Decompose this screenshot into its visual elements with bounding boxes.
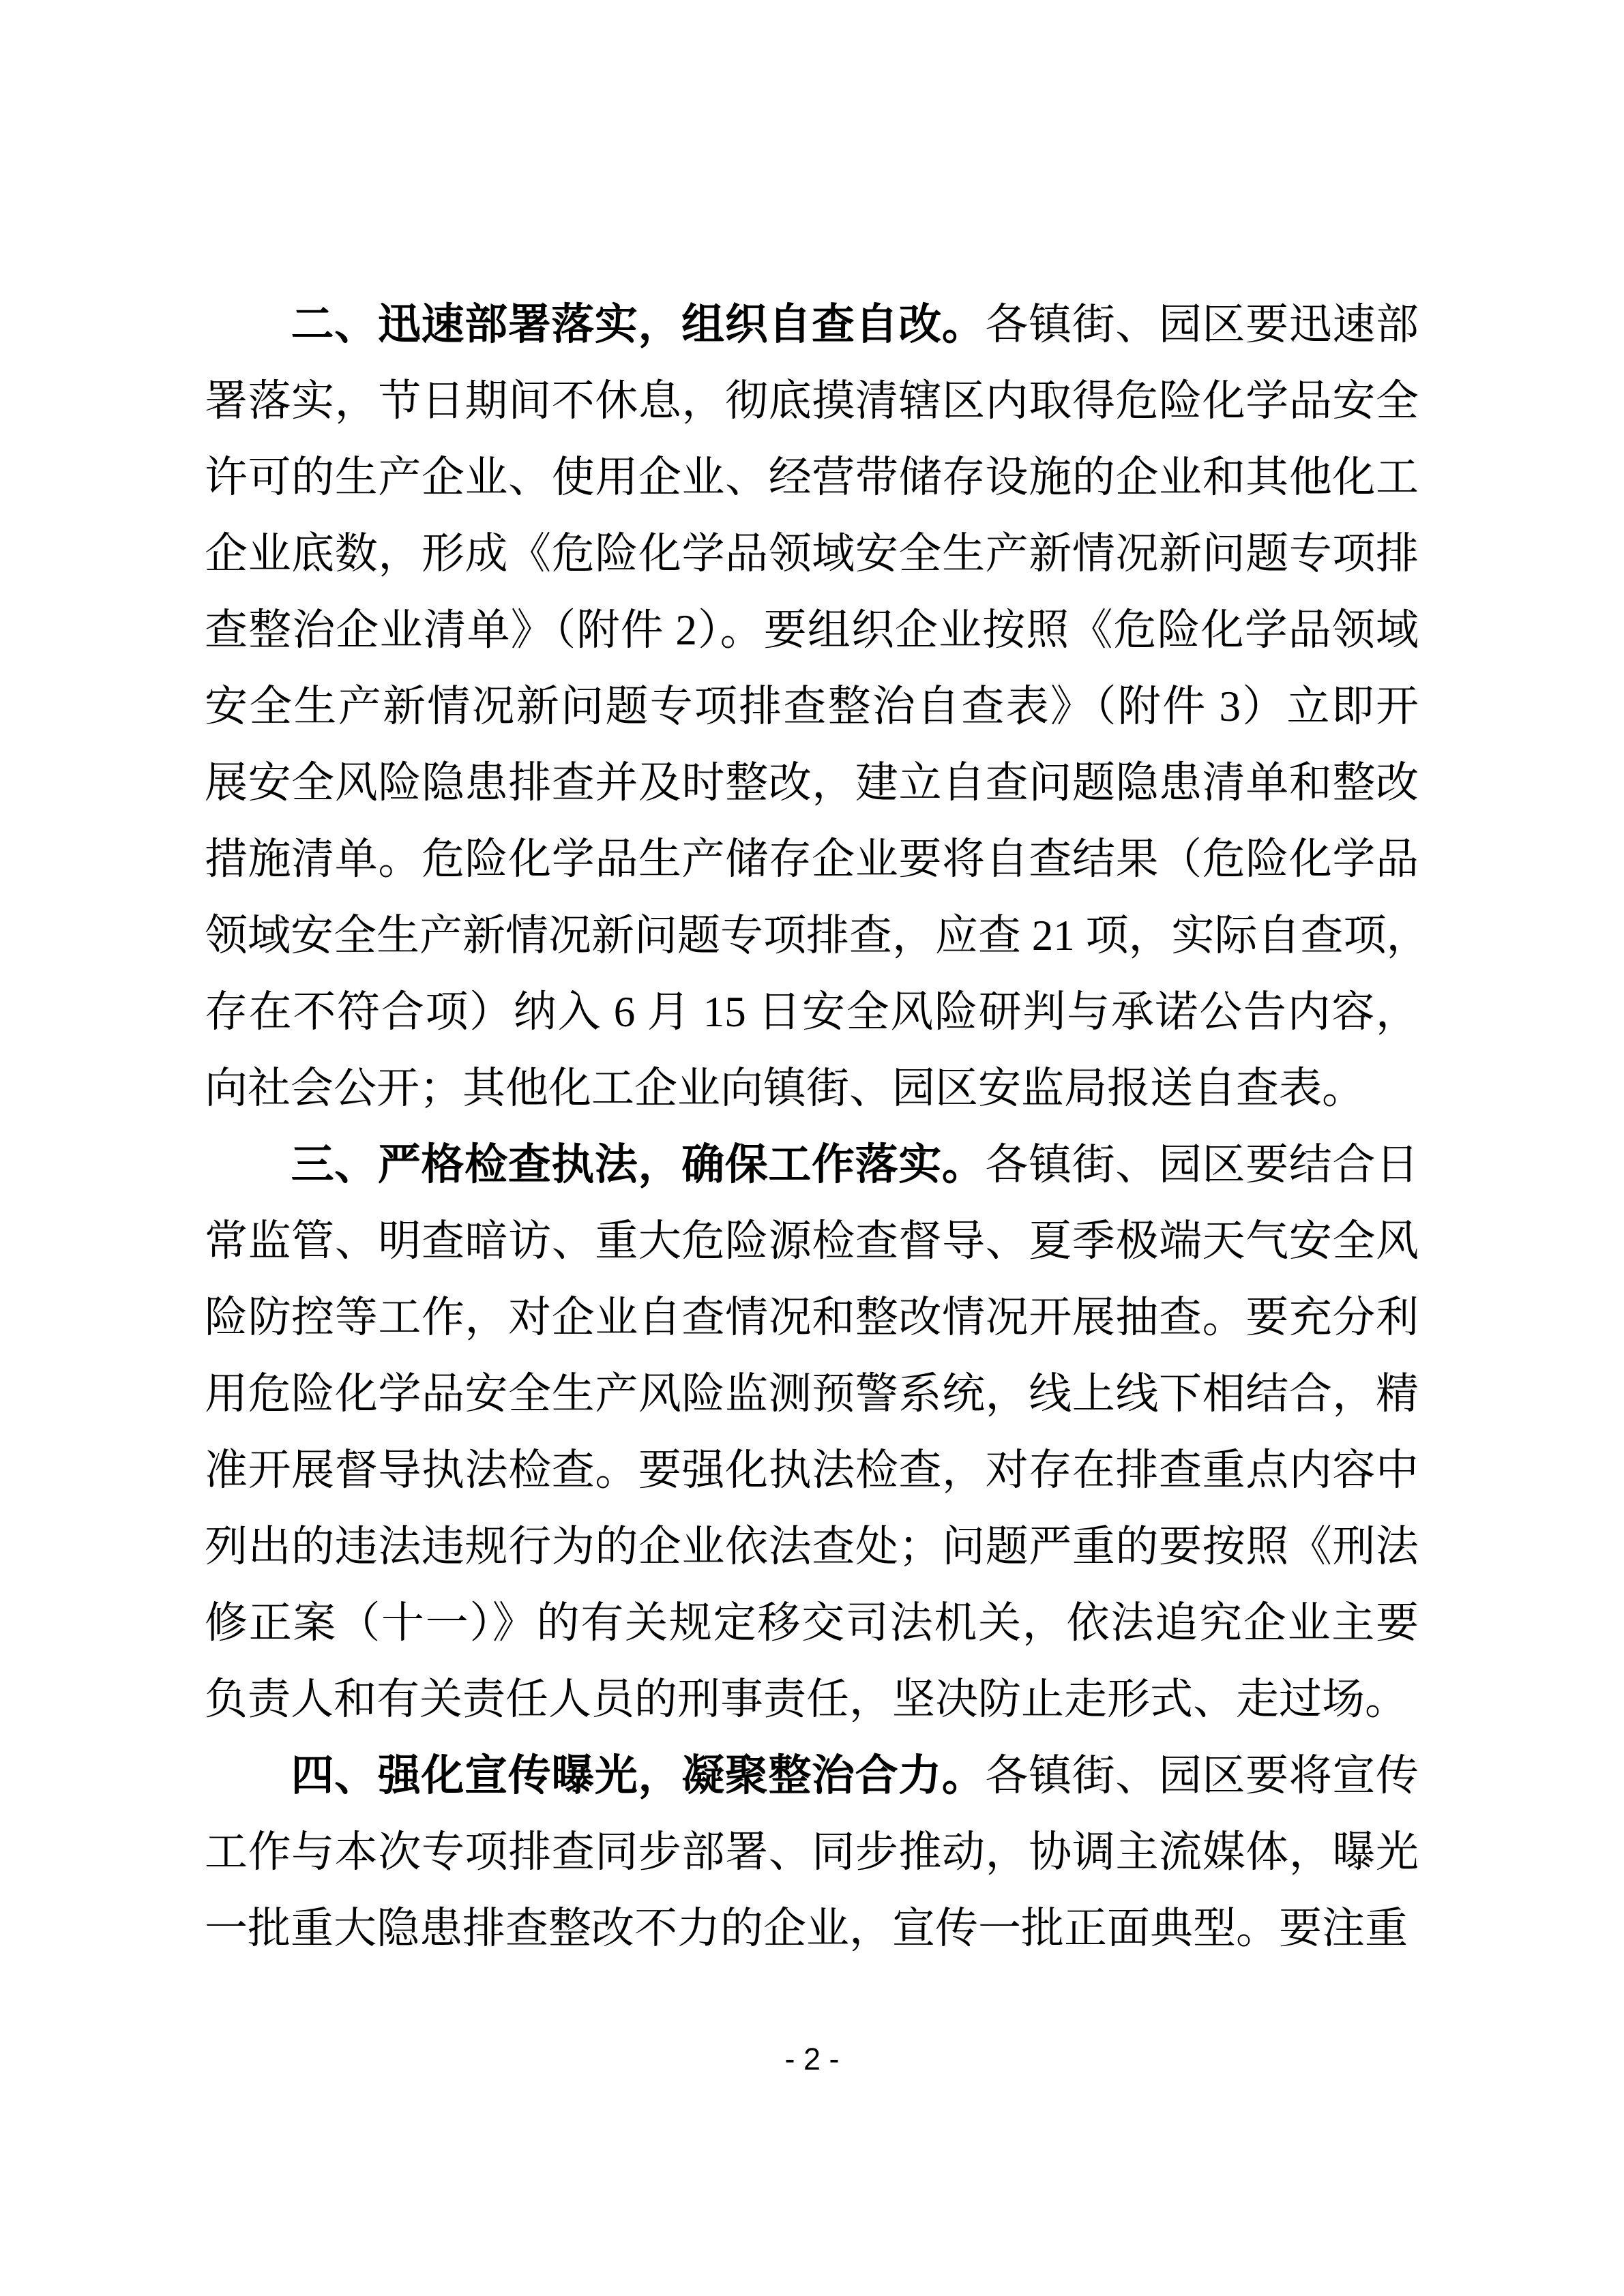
text-line — [205, 745, 1419, 821]
text-line — [205, 1432, 1419, 1508]
text-line — [205, 363, 1419, 439]
body-text: 用危险化学品安全生产风险监测预警系统，线上线下相结合，精 — [205, 1370, 1419, 1418]
text-block — [205, 286, 1430, 1967]
body-text: 各镇街、园区要迅速部 — [985, 301, 1419, 348]
text-line — [205, 1585, 1419, 1661]
section-heading: 二、迅速部署落实，组织自查自改。 — [291, 301, 986, 348]
text-line — [205, 592, 1419, 668]
page-number: - 2 - — [784, 2042, 840, 2076]
body-text: 企业底数，形成《危险化学品领域安全生产新情况新问题专项排 — [205, 530, 1419, 578]
body-text: 向社会公开；其他化工企业向镇街、园区安监局报送自查表。 — [205, 1064, 1365, 1112]
text-line — [205, 1356, 1419, 1432]
body-text: 领域安全生产新情况新问题专项排查，应查 21 项，实际自查项， — [205, 912, 1430, 959]
text-line — [205, 1050, 1419, 1127]
text-line — [205, 1508, 1419, 1585]
body-text: 负责人和有关责任人员的刑事责任，坚决防止走形式、走过场。 — [205, 1675, 1408, 1723]
text-line — [205, 974, 1419, 1050]
text-line — [205, 1890, 1419, 1967]
text-line — [205, 516, 1419, 592]
body-text: 许可的生产企业、使用企业、经营带储存设施的企业和其他化工 — [205, 453, 1419, 501]
body-text: 措施清单。危险化学品生产储存企业要将自查结果（危险化学品 — [205, 835, 1419, 883]
body-text: 存在不符合项）纳入 6 月 15 日安全风险研判与承诺公告内容， — [205, 988, 1419, 1036]
body-text: 一批重大隐患排查整改不力的企业，宣传一批正面典型。要注重 — [205, 1905, 1408, 1952]
text-line — [205, 1661, 1419, 1738]
paragraph-indent — [205, 338, 291, 339]
body-text: 工作与本次专项排查同步部署、同步推动，协调主流媒体，曝光 — [205, 1828, 1419, 1876]
body-text: 各镇街、园区要将宣传 — [985, 1752, 1419, 1800]
text-line — [205, 821, 1419, 897]
text-line — [205, 1738, 1419, 1814]
body-text: 险防控等工作，对企业自查情况和整改情况开展抽查。要充分利 — [205, 1294, 1419, 1341]
text-line — [205, 668, 1419, 745]
section-heading: 四、强化宣传曝光，凝聚整治合力。 — [291, 1752, 986, 1800]
text-line — [205, 1814, 1419, 1890]
section-heading: 三、严格检查执法，确保工作落实。 — [291, 1141, 986, 1189]
body-text: 各镇街、园区要结合日 — [985, 1141, 1419, 1189]
body-text: 查整治企业清单》（附件 2）。要组织企业按照《危险化学品领域 — [205, 606, 1419, 654]
body-text: 安全生产新情况新问题专项排查整治自查表》（附件 3）立即开 — [205, 683, 1419, 730]
body-text: 常监管、明查暗访、重大危险源检查督导、夏季极端天气安全风 — [205, 1217, 1419, 1265]
body-text: 展安全风险隐患排查并及时整改，建立自查问题隐患清单和整改 — [205, 759, 1419, 807]
body-text: 署落实，节日期间不休息，彻底摸清辖区内取得危险化学品安全 — [205, 377, 1419, 425]
text-line — [205, 1279, 1419, 1356]
text-line — [205, 897, 1430, 974]
text-line — [205, 1203, 1419, 1279]
paragraph-indent — [205, 1789, 291, 1790]
body-text: 修正案（十一）》的有关规定移交司法机关，依法追究企业主要 — [205, 1599, 1419, 1647]
text-line — [205, 439, 1419, 516]
text-line — [205, 286, 1419, 363]
text-line — [205, 1127, 1419, 1203]
paragraph-indent — [205, 1178, 291, 1179]
body-text: 准开展督导执法检查。要强化执法检查，对存在排查重点内容中 — [205, 1446, 1419, 1494]
body-text: 列出的违法违规行为的企业依法查处；问题严重的要按照《刑法 — [205, 1523, 1419, 1570]
